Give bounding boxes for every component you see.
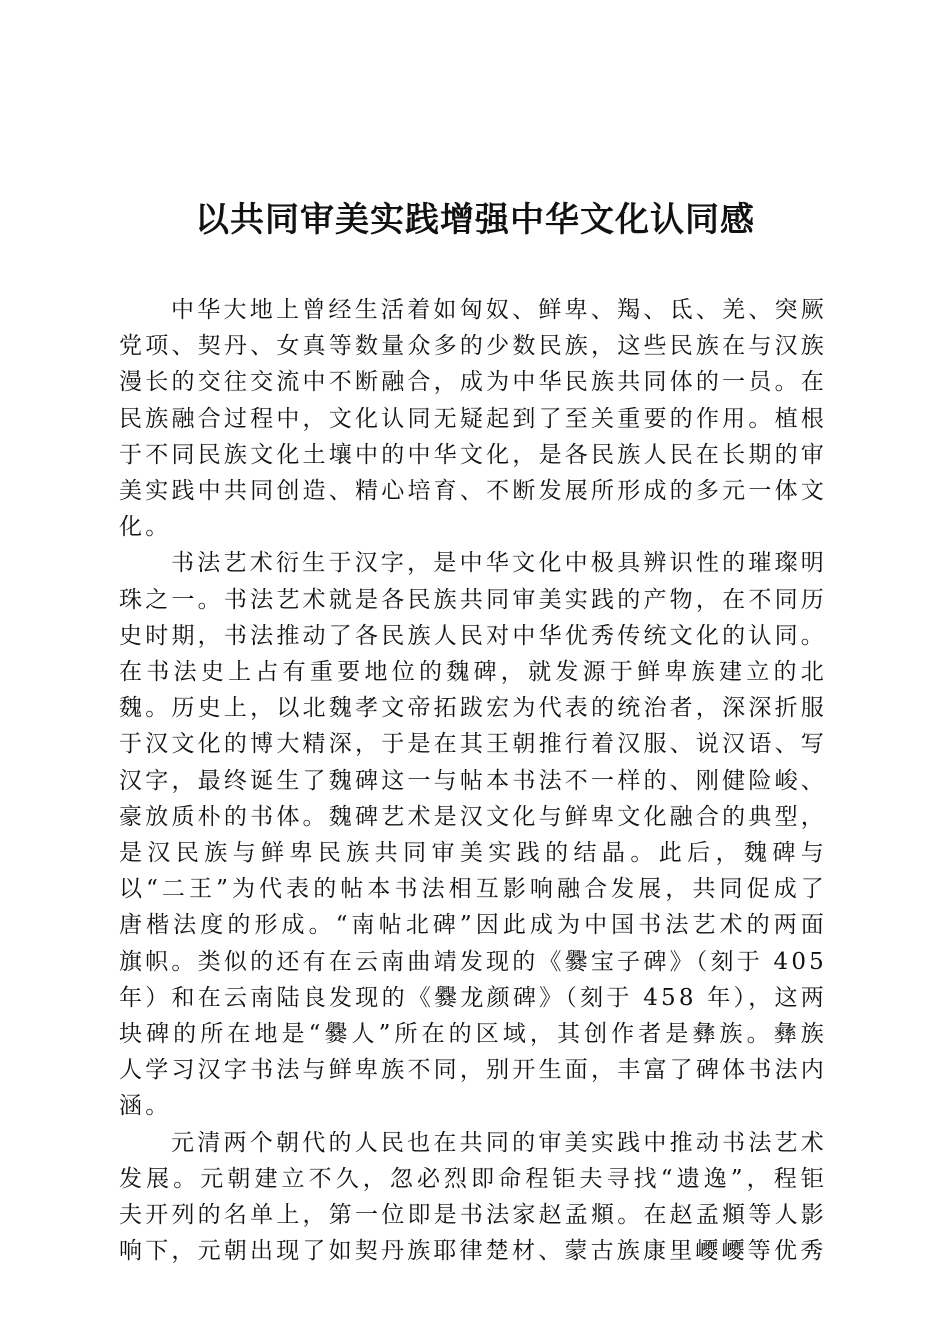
paragraph-1: 中华大地上曾经生活着如匈奴、鲜卑、羯、氐、羌、突厥党项、契丹、女真等数量众多的少数民族，这些民族在与汉族漫长的交往交流中不断融合，成为中华民族共同体的一员。在民族融合过程中，文化认同无疑起到了至关重要的作用。植根于不同民族文化土壤中的中华文化，是各民族人民在长期的审美实践中共同创造、精心培育、不断发展所形成的多元一体文化。 — [119, 297, 827, 541]
document-title: 以共同审美实践增强中华文化认同感 — [195, 200, 755, 240]
document-body — [119, 292, 827, 1269]
paragraph-2: 书法艺术衍生于汉字，是中华文化中极具辨识性的璀璨明珠之一。书法艺术就是各民族共同审美实践的产物，在不同历史时期，书法推动了各民族人民对中华优秀传统文化的认同。在书法史上占有重要地位的魏碑，就发源于鲜卑族建立的北魏。历史上，以北魏孝文帝拓跋宏为代表的统治者，深深折服于汉文化的博大精深，于是在其王朝推行着汉服、说汉语、写汉字，最终诞生了魏碑这一与帖本书法不一样的、刚健险峻、豪放质朴的书体。魏碑艺术是汉文化与鲜卑文化融合的典型，是汉民族与鲜卑民族共同审美实践的结晶。此后，魏碑与以“二王”为代表的帖本书法相互影响融合发展，共同促成了唐楷法度的形成。“南帖北碑”因此成为中国书法艺术的两面旗帜。类似的还有在云南曲靖发现的《爨宝子碑》（刻于 405 年）和在云南陆良发现的《爨龙颜碑》（刻于 458 年），这两块碑的所在地是“爨人”所在的区域，其创作者是彝族。彝族人学习汉字书法与鲜卑族不同，别开生面，丰富了碑体书法内涵。 — [119, 550, 827, 1120]
paragraph-3: 元清两个朝代的人民也在共同的审美实践中推动书法艺术发展。元朝建立不久，忽必烈即命程钜夫寻找“遗逸”，程钜夫开列的名单上，第一位即是书法家赵孟頫。在赵孟頫等人影响下，元朝出现了如契丹族耶律楚材、蒙古族康里巎巎等优秀 — [119, 1129, 827, 1265]
